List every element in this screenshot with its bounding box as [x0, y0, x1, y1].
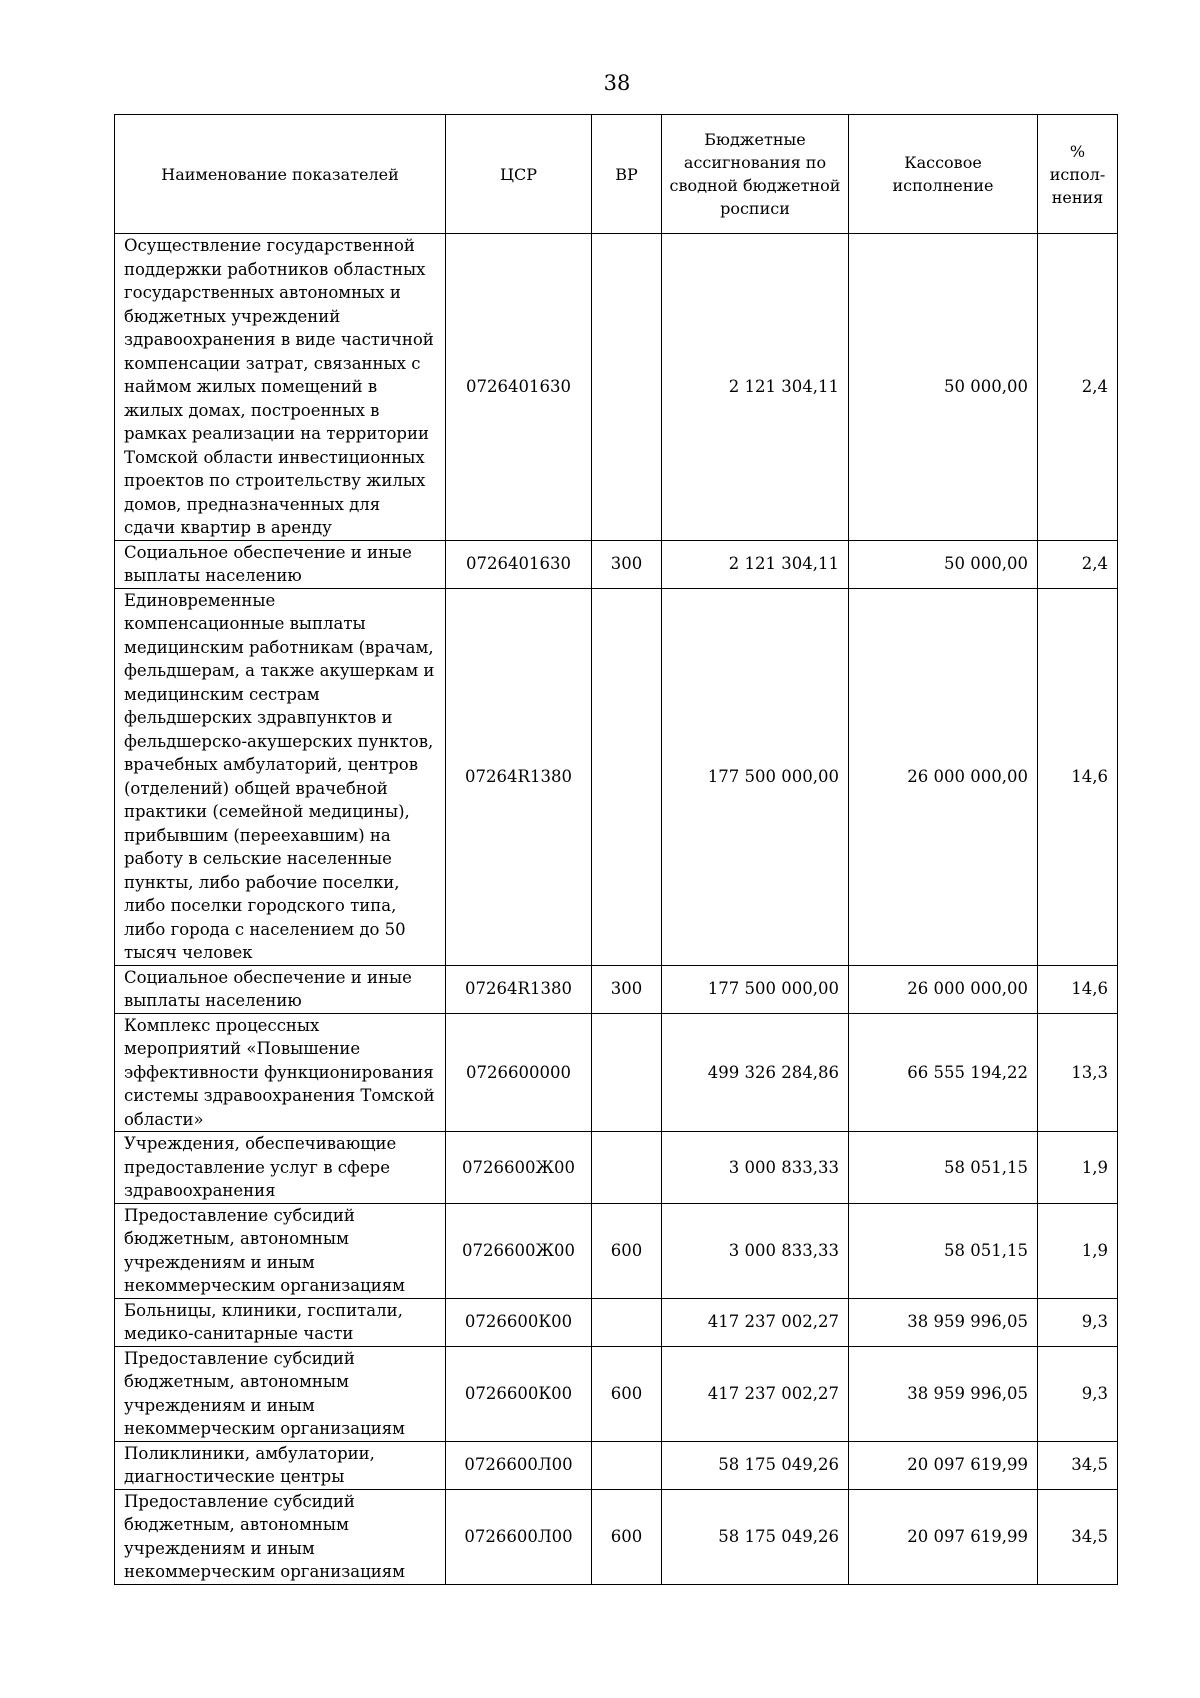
- row-name: Предоставление субсидий бюджетным, автономным учреждениям и иным некоммерческим организациям: [115, 1203, 446, 1298]
- row-vr: [592, 1298, 662, 1346]
- row-cash: 66 555 194,22: [849, 1013, 1038, 1132]
- row-name: Социальное обеспечение и иные выплаты населению: [115, 540, 446, 588]
- row-cash: 50 000,00: [849, 540, 1038, 588]
- row-pct: 2,4: [1038, 540, 1118, 588]
- table-row: [115, 1203, 1118, 1298]
- row-vr: [592, 1013, 662, 1132]
- row-csr: 0726600К00: [446, 1298, 592, 1346]
- table-row: [115, 1489, 1118, 1584]
- budget-execution-table: [114, 114, 1118, 1585]
- page-number: 38: [603, 71, 631, 95]
- row-name: Предоставление субсидий бюджетным, автономным учреждениям и иным некоммерческим организациям: [115, 1346, 446, 1441]
- row-pct: 34,5: [1038, 1441, 1118, 1489]
- row-budget: 177 500 000,00: [662, 588, 849, 965]
- row-vr: [592, 1441, 662, 1489]
- row-cash: 26 000 000,00: [849, 588, 1038, 965]
- row-vr: [592, 1132, 662, 1204]
- row-pct: 1,9: [1038, 1132, 1118, 1204]
- row-csr: 0726600Ж00: [446, 1132, 592, 1204]
- table-row: [115, 540, 1118, 588]
- table-row: [115, 1132, 1118, 1204]
- header-budget: Бюджетные ассигнования по сводной бюджетной росписи: [662, 115, 849, 234]
- row-pct: 1,9: [1038, 1203, 1118, 1298]
- row-budget: 58 175 049,26: [662, 1489, 849, 1584]
- header-csr: ЦСР: [446, 115, 592, 234]
- row-vr: 600: [592, 1489, 662, 1584]
- table-row: [115, 234, 1118, 541]
- row-budget: 3 000 833,33: [662, 1203, 849, 1298]
- row-name: Поликлиники, амбулатории, диагностические центры: [115, 1441, 446, 1489]
- row-cash: 38 959 996,05: [849, 1346, 1038, 1441]
- row-pct: 9,3: [1038, 1298, 1118, 1346]
- row-name: Социальное обеспечение и иные выплаты населению: [115, 965, 446, 1013]
- row-pct: 14,6: [1038, 965, 1118, 1013]
- row-budget: 177 500 000,00: [662, 965, 849, 1013]
- row-budget: 417 237 002,27: [662, 1346, 849, 1441]
- table-row: [115, 588, 1118, 965]
- row-vr: 300: [592, 965, 662, 1013]
- row-name: Комплекс процессных мероприятий «Повышение эффективности функционирования системы здравоохранения Томской области»: [115, 1013, 446, 1132]
- row-name: Учреждения, обеспечивающие предоставление услуг в сфере здравоохранения: [115, 1132, 446, 1204]
- row-vr: 600: [592, 1203, 662, 1298]
- row-budget: 3 000 833,33: [662, 1132, 849, 1204]
- row-name: Больницы, клиники, госпитали, медико-санитарные части: [115, 1298, 446, 1346]
- row-pct: 2,4: [1038, 234, 1118, 541]
- row-cash: 58 051,15: [849, 1132, 1038, 1204]
- row-budget: 2 121 304,11: [662, 234, 849, 541]
- row-pct: 13,3: [1038, 1013, 1118, 1132]
- row-budget: 58 175 049,26: [662, 1441, 849, 1489]
- row-cash: 50 000,00: [849, 234, 1038, 541]
- row-csr: 0726600Ж00: [446, 1203, 592, 1298]
- row-pct: 9,3: [1038, 1346, 1118, 1441]
- row-pct: 14,6: [1038, 588, 1118, 965]
- table-row: [115, 1346, 1118, 1441]
- header-name: Наименование показателей: [115, 115, 446, 234]
- row-cash: 38 959 996,05: [849, 1298, 1038, 1346]
- row-csr: 0726600000: [446, 1013, 592, 1132]
- row-vr: 600: [592, 1346, 662, 1441]
- row-cash: 26 000 000,00: [849, 965, 1038, 1013]
- row-budget: 499 326 284,86: [662, 1013, 849, 1132]
- row-csr: 0726600Л00: [446, 1489, 592, 1584]
- header-pct: % испол-нения: [1038, 115, 1118, 234]
- row-csr: 07264R1380: [446, 588, 592, 965]
- row-cash: 58 051,15: [849, 1203, 1038, 1298]
- table-row: [115, 1441, 1118, 1489]
- row-csr: 07264R1380: [446, 965, 592, 1013]
- row-budget: 2 121 304,11: [662, 540, 849, 588]
- row-csr: 0726401630: [446, 234, 592, 541]
- table-row: [115, 1013, 1118, 1132]
- header-vr: ВР: [592, 115, 662, 234]
- header-cash: Кассовое исполнение: [849, 115, 1038, 234]
- row-name: Единовременные компенсационные выплаты медицинским работникам (врачам, фельдшерам, а также акушеркам и медицинским сестрам фельдшерских здравпунктов и фельдшерско-акушерских пунктов, врачебных амбулаторий, центров (отделений) общей врачебной практики (семейной медицины), прибывшим (переехавшим) на работу в сельские населенные пункты, либо рабочие поселки, либо поселки городского типа, либо города с населением до 50 тысяч человек: [115, 588, 446, 965]
- row-name: Предоставление субсидий бюджетным, автономным учреждениям и иным некоммерческим организациям: [115, 1489, 446, 1584]
- table-header-row: [115, 115, 1118, 234]
- row-cash: 20 097 619,99: [849, 1441, 1038, 1489]
- row-pct: 34,5: [1038, 1489, 1118, 1584]
- table-row: [115, 965, 1118, 1013]
- row-vr: [592, 588, 662, 965]
- row-budget: 417 237 002,27: [662, 1298, 849, 1346]
- row-csr: 0726401630: [446, 540, 592, 588]
- row-name: Осуществление государственной поддержки работников областных государственных автономных и бюджетных учреждений здравоохранения в виде частичной компенсации затрат, связанных с наймом жилых помещений в жилых домах, построенных в рамках реализации на территории Томской области инвестиционных проектов по строительству жилых домов, предназначенных для сдачи квартир в аренду: [115, 234, 446, 541]
- row-csr: 0726600К00: [446, 1346, 592, 1441]
- row-vr: [592, 234, 662, 541]
- row-vr: 300: [592, 540, 662, 588]
- table-row: [115, 1298, 1118, 1346]
- row-csr: 0726600Л00: [446, 1441, 592, 1489]
- row-cash: 20 097 619,99: [849, 1489, 1038, 1584]
